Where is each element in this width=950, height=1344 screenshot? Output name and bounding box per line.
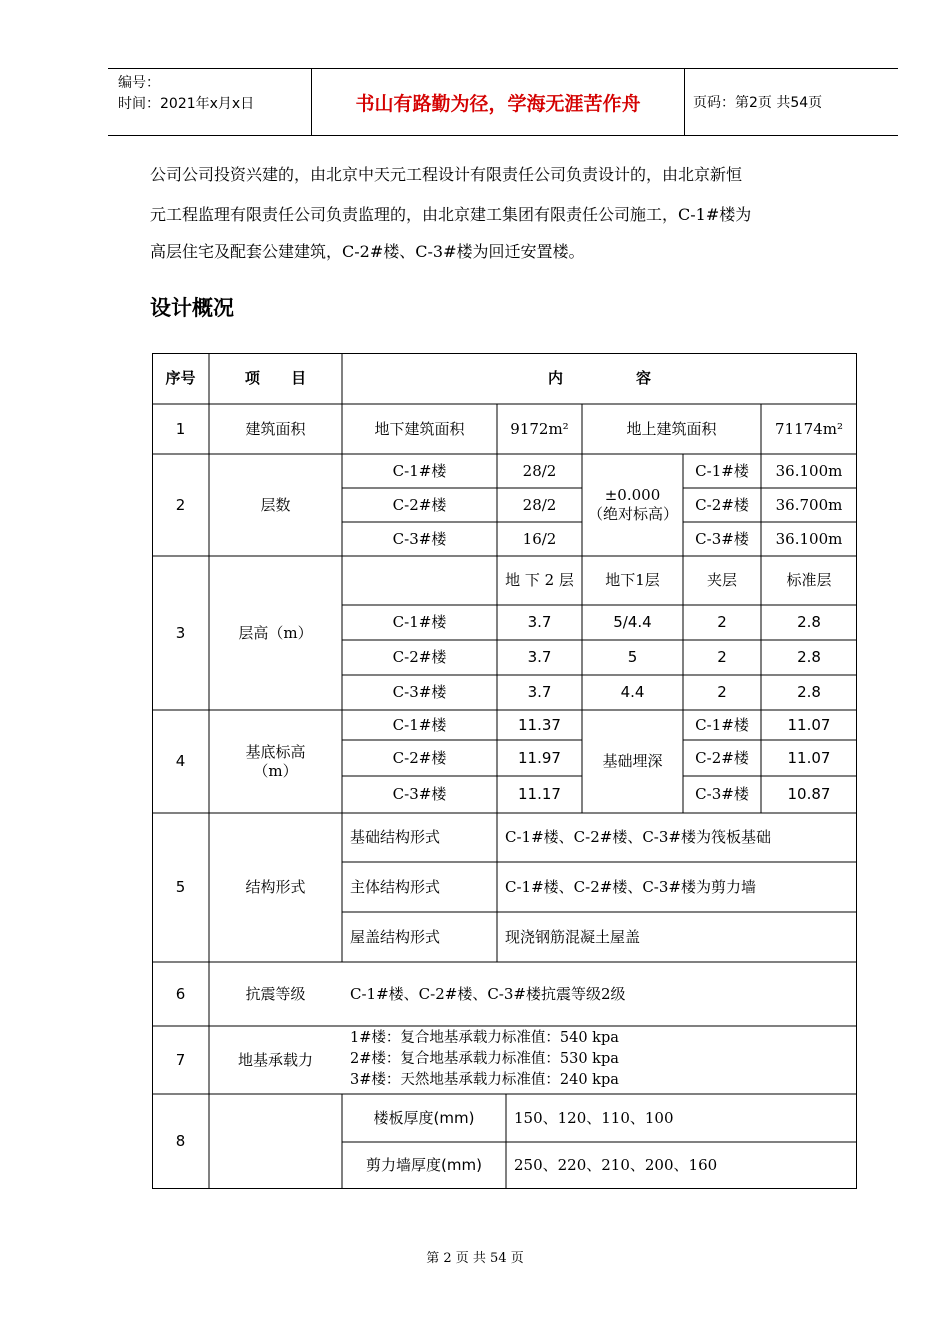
story-height-head-std: 标准层 (786, 571, 832, 590)
row-5-no: 5 (175, 878, 186, 897)
floors-c2-value: 28/2 (522, 495, 557, 514)
header-meta (108, 69, 312, 135)
header-page-info: 页码：第2页 共54页 (693, 95, 823, 111)
intro-line-1: 公司公司投资兴建的，由北京中天元工程设计有限责任公司负责设计的，由北京新恒 (150, 165, 743, 184)
story-height-building-c2: C-2#楼 (392, 648, 447, 667)
sh-c1-b1: 5/4.4 (613, 613, 652, 632)
page-footer: 第 2 页 共 54 页 (426, 1251, 524, 1266)
slab-thickness-label: 楼板厚度(mm) (373, 1108, 475, 1127)
bearing-capacity-line-3: 3#楼：天然地基承载力标准值：240 kpa (350, 1072, 619, 1088)
row-5-item: 结构形式 (245, 878, 306, 897)
elev-c3-value: 36.100m (775, 529, 843, 548)
sh-c3-b1: 4.4 (620, 683, 645, 702)
intro-line-3: 高层住宅及配套公建建筑，C-2#楼、C-3#楼为回迁安置楼。 (150, 242, 585, 261)
base-elev-building-c1: C-1#楼 (392, 715, 447, 734)
foundation-structure-label: 基础结构形式 (350, 828, 441, 847)
row-6-item: 抗震等级 (245, 984, 306, 1003)
row-1-item: 建筑面积 (245, 419, 306, 438)
row-6-no: 6 (175, 984, 186, 1003)
header-motto: 书山有路勤为径，学海无涯苦作舟 (312, 69, 685, 135)
floors-building-c1: C-1#楼 (392, 461, 447, 480)
section-title: 设计概况 (150, 296, 234, 320)
seismic-grade-value: C-1#楼、C-2#楼、C-3#楼抗震等级2级 (350, 984, 626, 1003)
sh-c1-mezz: 2 (717, 613, 727, 632)
depth-c1-value: 11.07 (787, 715, 831, 734)
story-height-head-b2: 地 下 2 层 (505, 571, 574, 590)
base-elev-c2-value: 11.97 (518, 748, 561, 767)
depth-c2-value: 11.07 (787, 748, 831, 767)
time-label: 时间：2021年x月x日 (118, 96, 255, 112)
underground-area-label: 地下建筑面积 (374, 419, 465, 438)
sh-c2-std: 2.8 (797, 648, 821, 667)
depth-building-c3: C-3#楼 (695, 785, 749, 804)
sh-c2-mezz: 2 (717, 648, 727, 667)
row-4-no: 4 (175, 752, 186, 771)
floors-building-c2: C-2#楼 (392, 495, 447, 514)
row-2-no: 2 (175, 495, 186, 514)
col-head-content: 内 容 (547, 369, 652, 388)
aboveground-area-value: 71174m² (775, 419, 843, 438)
design-overview-table (152, 353, 857, 1189)
elev-c2-value: 36.700m (775, 495, 843, 514)
row-3-item: 层高（m） (238, 623, 313, 642)
story-height-head-mezz: 夹层 (706, 571, 737, 590)
row-1-no: 1 (175, 419, 186, 438)
elev-c1-value: 36.100m (775, 461, 843, 480)
story-height-building-c1: C-1#楼 (392, 613, 447, 632)
col-head-item: 项 目 (244, 369, 307, 388)
elevation-zero-label: ±0.000 （绝对标高） (588, 486, 679, 523)
row-8-item (209, 1094, 342, 1189)
row-7-item: 地基承载力 (237, 1050, 313, 1069)
roof-structure-label: 屋盖结构形式 (350, 927, 441, 946)
depth-c3-value: 10.87 (787, 785, 831, 804)
bearing-capacity-line-2: 2#楼：复合地基承载力标准值：530 kpa (350, 1051, 619, 1067)
sh-c3-b2: 3.7 (527, 683, 552, 702)
depth-building-c2: C-2#楼 (695, 748, 749, 767)
sh-c3-std: 2.8 (797, 683, 821, 702)
base-elev-c1-value: 11.37 (518, 715, 561, 734)
foundation-structure-value: C-1#楼、C-2#楼、C-3#楼为筏板基础 (505, 828, 771, 847)
elev-building-c3: C-3#楼 (695, 529, 749, 548)
elev-building-c2: C-2#楼 (695, 495, 749, 514)
underground-area-value: 9172m² (510, 419, 569, 438)
floors-c1-value: 28/2 (522, 461, 557, 480)
shear-wall-thickness-label: 剪力墙厚度(mm) (366, 1156, 482, 1175)
row-4-item: 基底标高 （m） (245, 742, 306, 780)
shear-wall-thickness-value: 250、220、210、200、160 (514, 1156, 718, 1175)
floors-c3-value: 16/2 (522, 529, 557, 548)
elev-building-c1: C-1#楼 (695, 461, 749, 480)
bearing-capacity-list (350, 1028, 619, 1091)
sh-c3-mezz: 2 (717, 683, 727, 702)
slab-thickness-value: 150、120、110、100 (514, 1108, 674, 1127)
row-7-no: 7 (175, 1050, 186, 1069)
base-elev-building-c3: C-3#楼 (392, 785, 447, 804)
foundation-depth-label: 基础埋深 (602, 752, 663, 771)
main-structure-value: C-1#楼、C-2#楼、C-3#楼为剪力墙 (505, 877, 756, 896)
roof-structure-value: 现浇钢筋混凝土屋盖 (505, 927, 641, 946)
intro-line-2: 元工程监理有限责任公司负责监理的，由北京建工集团有限责任公司施工，C-1#楼为 (150, 205, 752, 224)
sh-c1-b2: 3.7 (527, 613, 552, 632)
number-label: 编号： (118, 75, 160, 91)
row-8-no: 8 (175, 1132, 186, 1151)
bearing-capacity-line-1: 1#楼：复合地基承载力标准值：540 kpa (350, 1030, 619, 1046)
story-height-head-b1: 地下1层 (605, 571, 660, 590)
story-height-building-c3: C-3#楼 (392, 683, 447, 702)
row-2-item: 层数 (260, 495, 291, 514)
base-elev-building-c2: C-2#楼 (392, 748, 447, 767)
row-3-no: 3 (175, 623, 186, 642)
depth-building-c1: C-1#楼 (695, 715, 749, 734)
sh-c2-b1: 5 (627, 648, 638, 667)
page-header (108, 68, 898, 136)
sh-c2-b2: 3.7 (527, 648, 552, 667)
sh-c1-std: 2.8 (797, 613, 821, 632)
floors-building-c3: C-3#楼 (392, 529, 447, 548)
aboveground-area-label: 地上建筑面积 (626, 419, 717, 438)
col-head-no: 序号 (165, 369, 196, 388)
base-elev-c3-value: 11.17 (518, 785, 561, 804)
main-structure-label: 主体结构形式 (350, 877, 441, 896)
